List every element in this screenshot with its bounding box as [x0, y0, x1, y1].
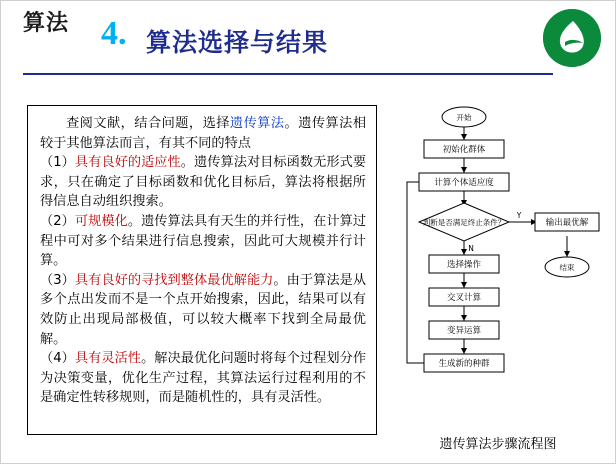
flow-node-fitness-label: 计算个体适应度: [434, 178, 494, 188]
flow-node-start-label: 开始: [456, 113, 472, 122]
run-text: 查阅文献，结合问题，选择: [66, 116, 230, 131]
run-emphasis-red: 具有灵活性: [74, 351, 142, 367]
run-emphasis-red: 具有良好的寻找到整体最优解能力: [74, 272, 274, 288]
flow-node-output-label: 输出最优解: [545, 218, 589, 228]
page-title: 算法选择与结果: [146, 28, 329, 57]
content-textbox: [27, 105, 377, 435]
flowchart-diagram: [389, 105, 607, 435]
green-circle-logo-icon: [543, 9, 601, 67]
slide-header: [1, 1, 616, 77]
run-text: （4）: [40, 351, 75, 367]
flowchart-svg: [389, 105, 607, 435]
header-section-number: 4.: [101, 15, 127, 52]
flow-node-mutate-label: 变异运算: [446, 326, 482, 336]
run-emphasis-blue: 遗传算法: [229, 116, 285, 131]
paragraph-1: [40, 114, 366, 153]
flow-node-init-label: 初始化群体: [442, 145, 486, 155]
paragraph-2: [40, 153, 366, 212]
flow-node-decision-label: 判断是否满足终止条件？: [422, 218, 506, 227]
flowchart-caption: 遗传算法步骤流程图: [439, 437, 557, 452]
flow-branch-no-label: N: [468, 244, 474, 253]
header-divider: [23, 73, 553, 75]
flow-connectors: [464, 127, 567, 354]
paragraph-3: [40, 212, 366, 271]
run-text: 。解决最优化问题时将每个过程划分作为决策变量，优化生产过程，其算法运行过程利用的不是确定性转移规则，而是随机性的，具有灵活性。: [40, 351, 367, 406]
header-subject: 算法: [23, 11, 70, 36]
flow-node-select-label: 选择操作: [446, 260, 482, 270]
run-text: 。由于算法是从多个点出发而不是一个点开始搜索，因此，结果可以有效防止出现局部极值，可以较大概率下找到全局最优解。: [40, 272, 367, 347]
flow-node-newpop-label: 生成新的种群: [438, 359, 490, 369]
flow-node-cross-label: 交叉计算: [446, 293, 482, 303]
flow-node-end-label: 结束: [559, 263, 575, 272]
run-emphasis-red: 具有良好的适应性: [74, 155, 181, 171]
run-text: （3）: [40, 272, 75, 288]
run-text: 。遗传算法对目标函数无形式要求，只在确定了目标函数和优化目标后，算法将根据所得信息自动组织搜索。: [40, 155, 367, 210]
paragraph-4: [40, 271, 366, 349]
run-text: （1）: [40, 155, 75, 171]
run-text: 。遗传算法具有天生的并行性，在计算过程中可对多个结果进行信息搜索，因此可大规模并行计算。: [40, 213, 367, 269]
run-text: （2）: [40, 213, 75, 229]
flow-branch-yes-label: Y: [516, 211, 522, 220]
run-text: 。遗传算法相较于其他算法而言，有其不同的特点: [40, 116, 367, 151]
paragraph-5: [40, 349, 366, 408]
run-emphasis-red: 可规模化: [74, 213, 128, 229]
